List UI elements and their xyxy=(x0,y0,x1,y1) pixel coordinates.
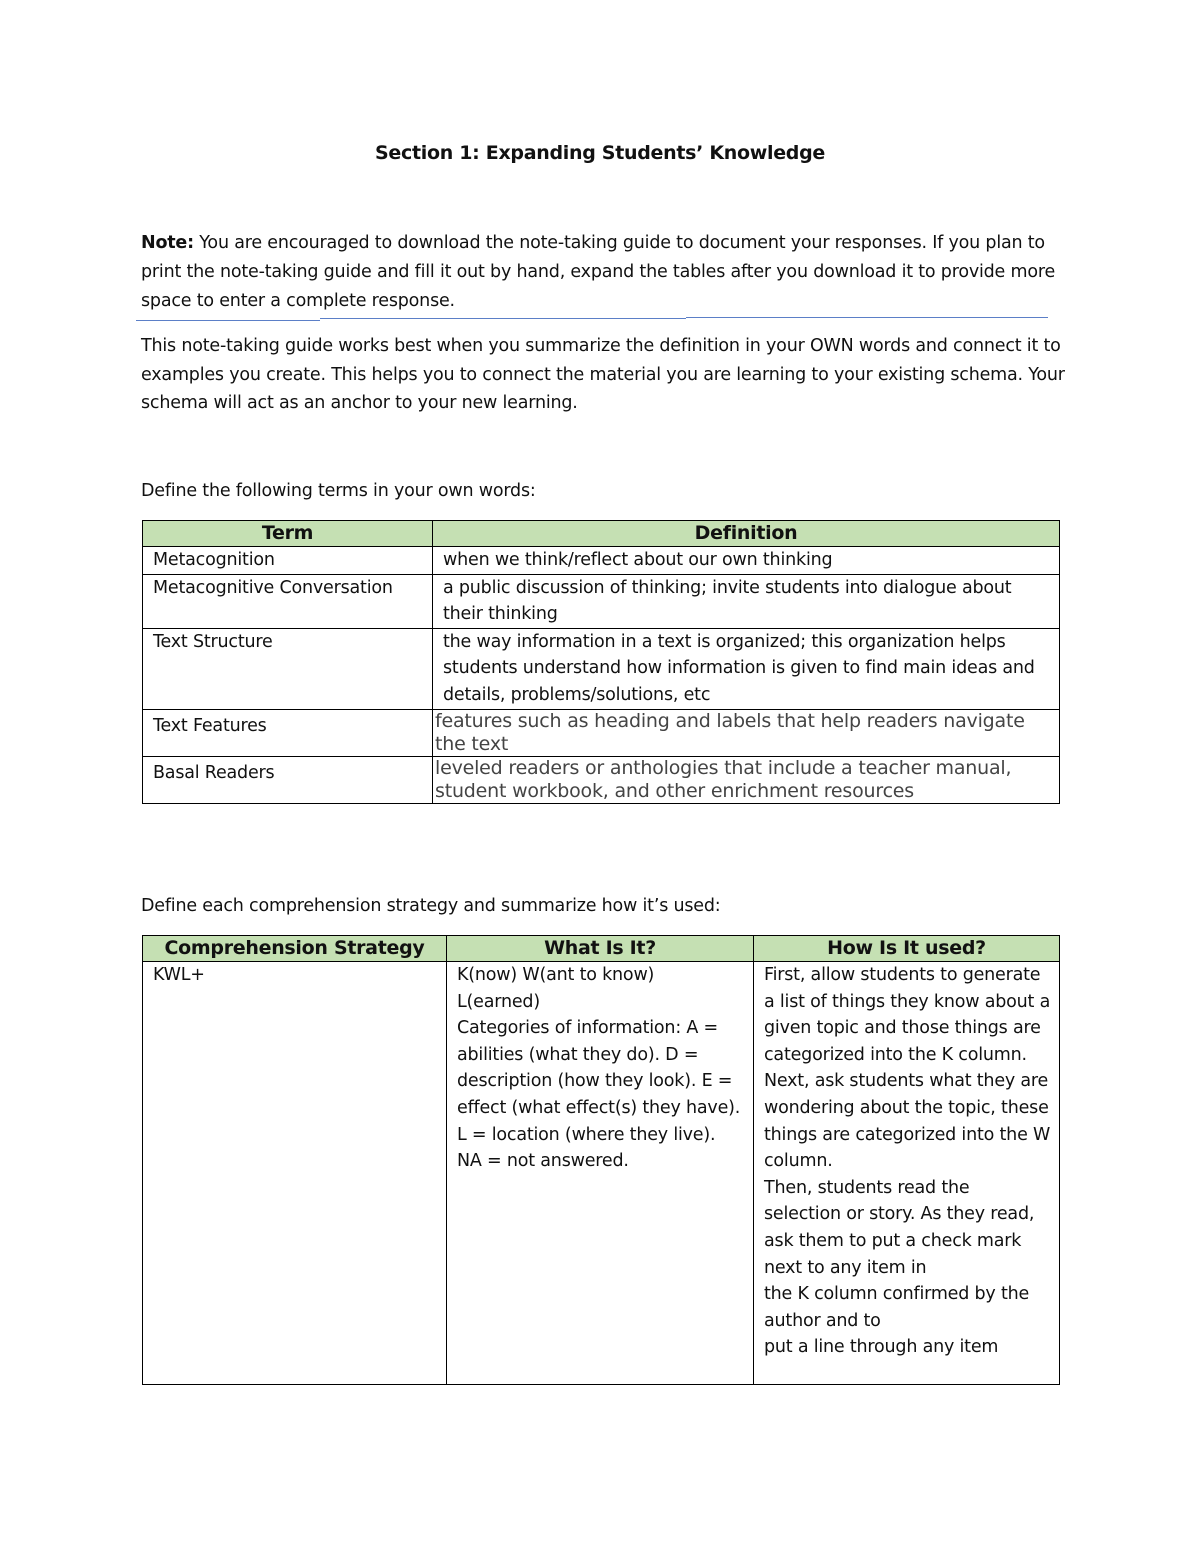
what-line: L = location (where they live). xyxy=(457,1124,716,1145)
table-row xyxy=(143,628,1060,709)
term-cell: Text Features xyxy=(143,709,433,756)
table-row xyxy=(143,756,1060,803)
how-cell xyxy=(754,962,1060,1385)
note-paragraph xyxy=(141,229,1066,316)
how-line: Next, ask students what they are wondering about the topic, these things are categorized into the W column. xyxy=(764,1071,1051,1172)
what-line: L(earned) xyxy=(457,991,540,1012)
page-title: Section 1: Expanding Students’ Knowledge xyxy=(375,142,825,164)
column-header-how: How Is It used? xyxy=(754,936,1060,962)
intro-paragraph: This note-taking guide works best when you summarize the definition in your OWN words and connect it to examples you create. This helps you to connect the material you are learning to your existing schema. Your schema will act as an anchor to your new learning. xyxy=(141,336,1065,413)
terms-table xyxy=(142,520,1060,804)
divider-line xyxy=(136,320,320,321)
how-line: the K column confirmed by the author and to xyxy=(764,1284,1030,1331)
term-cell: Text Structure xyxy=(143,628,433,709)
table-header-row xyxy=(143,936,1060,962)
how-line: put a line through any item xyxy=(764,1337,999,1358)
column-header-definition: Definition xyxy=(433,521,1060,547)
note-text: You are encouraged to download the note-taking guide to document your responses. If you plan to print the note-taking guide and fill it out by hand, expand the tables after you download it to provide more space to enter a complete response. xyxy=(141,233,1056,311)
what-line: K(now) W(ant to know) xyxy=(457,965,655,985)
definition-cell: when we think/reflect about our own thinking xyxy=(433,547,1060,575)
strategy-table xyxy=(142,935,1060,1385)
divider-line xyxy=(686,317,1048,318)
table-header-row xyxy=(143,521,1060,547)
column-header-what: What Is It? xyxy=(447,936,754,962)
table-row xyxy=(143,574,1060,628)
strategy-cell: KWL+ xyxy=(143,962,447,1385)
table-row xyxy=(143,962,1060,1385)
column-header-term: Term xyxy=(143,521,433,547)
what-line: NA = not answered. xyxy=(457,1151,629,1172)
term-cell: Metacognition xyxy=(143,547,433,575)
definition-cell: leveled readers or anthologies that include a teacher manual, student workbook, and other enrichment resources xyxy=(433,756,1060,803)
divider-line xyxy=(320,318,686,319)
definition-cell: features such as heading and labels that help readers navigate the text xyxy=(433,709,1060,756)
what-line: Categories of information: A = abilities (what they do). D = description (how they look). E = effect (what effect(s) they have). xyxy=(457,1018,741,1118)
term-cell: Basal Readers xyxy=(143,756,433,803)
note-label: Note: xyxy=(141,233,194,253)
definition-cell: a public discussion of thinking; invite students into dialogue about their thinking xyxy=(433,574,1060,628)
strategy-instruction: Define each comprehension strategy and summarize how it’s used: xyxy=(141,896,721,916)
how-line: Then, students read the selection or story. As they read, ask them to put a check mark next to any item in xyxy=(764,1177,1035,1278)
table-row xyxy=(143,709,1060,756)
terms-instruction: Define the following terms in your own words: xyxy=(141,481,536,501)
what-cell xyxy=(447,962,754,1385)
column-header-strategy: Comprehension Strategy xyxy=(143,936,447,962)
definition-cell: the way information in a text is organized; this organization helps students understand how information is given to find main ideas and details, problems/solutions, etc xyxy=(433,628,1060,709)
term-cell: Metacognitive Conversation xyxy=(143,574,433,628)
how-line: First, allow students to generate a list of things they know about a given topic and those things are categorized into the K column. xyxy=(764,965,1051,1065)
table-row xyxy=(143,547,1060,575)
